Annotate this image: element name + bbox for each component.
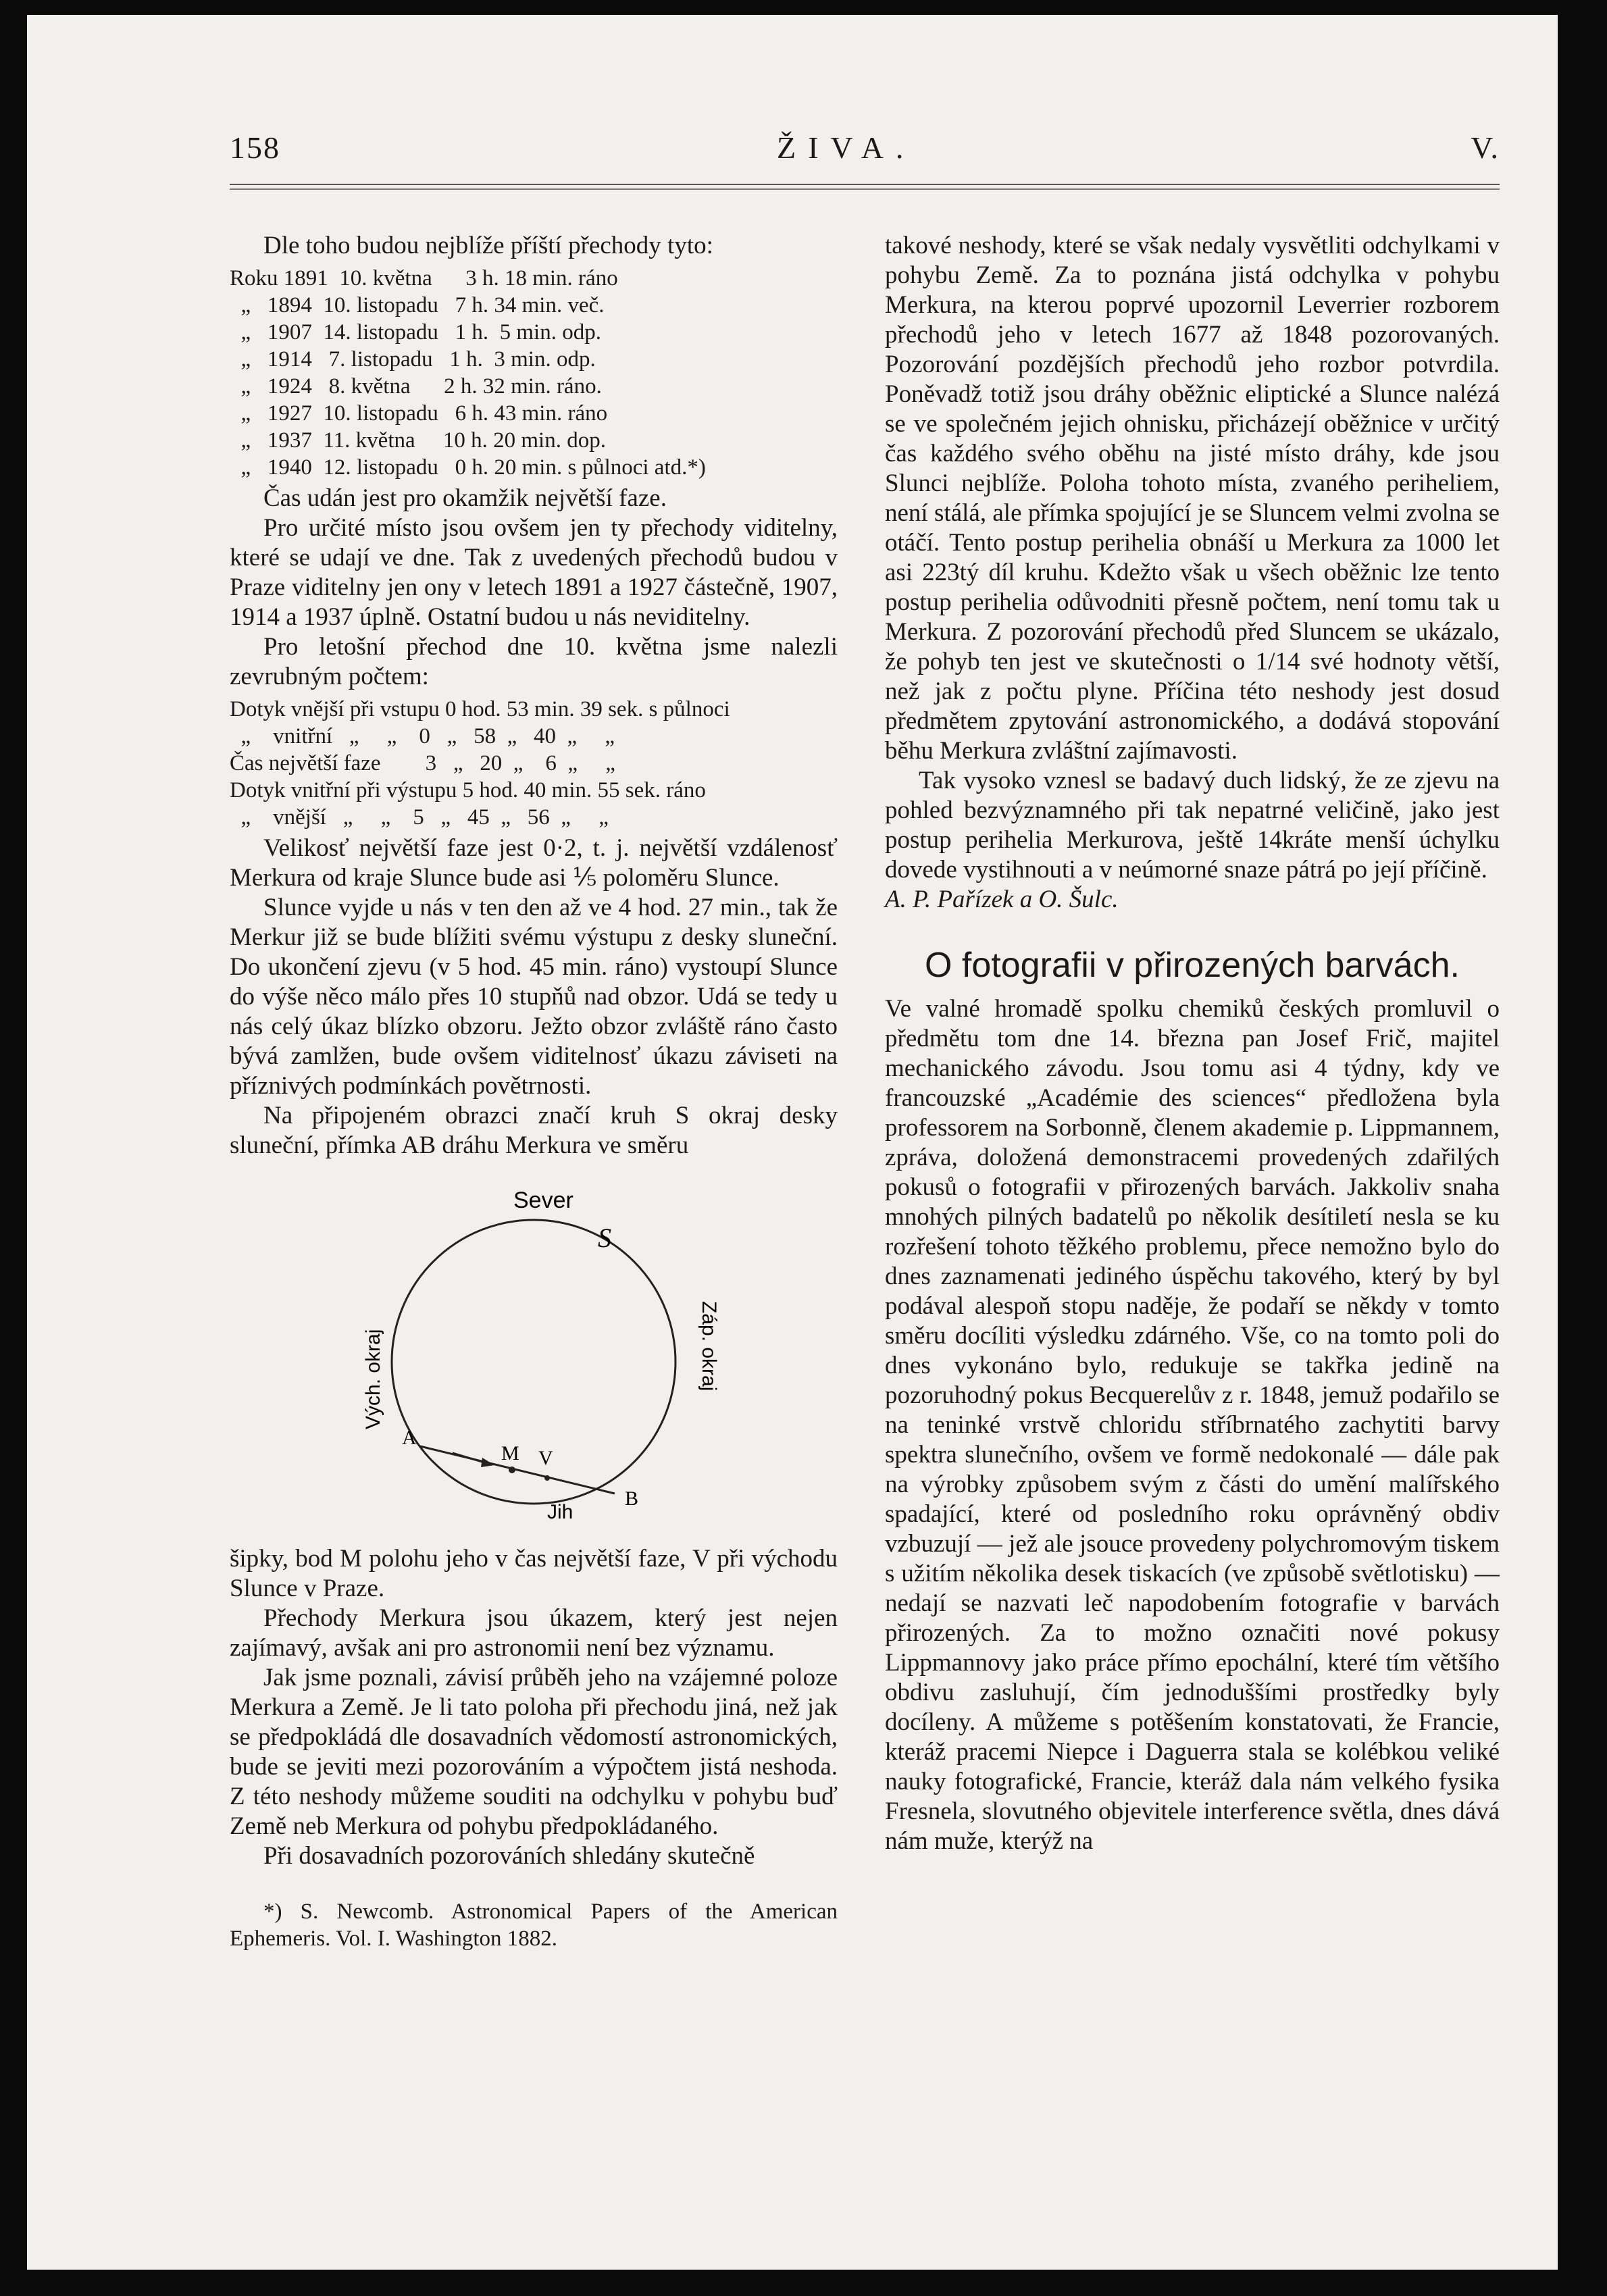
arrow-head-icon bbox=[481, 1458, 494, 1467]
contacts-table bbox=[230, 696, 838, 831]
transit-row: „ 1940 12. listopadu 0 h. 20 min. s půlnoci atd.*) bbox=[230, 455, 706, 480]
point-m bbox=[509, 1466, 515, 1473]
contact-row: Dotyk vnitřní při výstupu 5 hod. 40 min. 55 sek. ráno bbox=[230, 778, 706, 802]
page-header bbox=[230, 130, 1500, 177]
direction-arrow bbox=[453, 1453, 486, 1463]
diagram-svg bbox=[230, 1173, 838, 1537]
label-south: Jih bbox=[547, 1501, 573, 1523]
paragraph: Pro určité místo jsou ovšem jen ty přechody viditelny, které se udají ve dne. Tak z uvedených přechodů budou v Praze viditelny jen ony v letech 1891 a 1927 částečně, 1907, 1914 a 1937 úplně. Ostatní budou u nás neviditelny. bbox=[230, 514, 838, 631]
paragraph: Přechody Merkura jsou úkazem, který jest nejen zajímavý, avšak ani pro astronomii není bez významu. bbox=[230, 1604, 838, 1662]
label-s: S bbox=[598, 1223, 611, 1253]
volume-number: V. bbox=[1471, 130, 1500, 165]
transit-row: „ 1924 8. května 2 h. 32 min. ráno. bbox=[230, 374, 602, 399]
transit-row: „ 1907 14. listopadu 1 h. 5 min. odp. bbox=[230, 320, 601, 345]
label-east: Vých. okraj bbox=[362, 1329, 384, 1429]
contact-row: „ vnitřní „ „ 0 „ 58 „ 40 „ „ bbox=[230, 724, 615, 748]
paragraph: Tak vysoko vznesl se badavý duch lidský, že ze zjevu na pohled bezvýznamného při tak nepatrné veličině, jako jest postup perihelia Merkurova, ještě 14kráte menší úchylku dovede vystihnouti a v neúmorné snaze pátrá po její příčině. bbox=[885, 767, 1500, 884]
paragraph: Při dosavadních pozorováních shledány skutečně bbox=[263, 1842, 755, 1870]
footnote bbox=[230, 1898, 838, 1952]
mercury-transit-diagram bbox=[230, 1173, 838, 1537]
transit-row: „ 1927 10. listopadu 6 h. 43 min. ráno bbox=[230, 401, 608, 426]
transits-table bbox=[230, 265, 838, 481]
contact-row: Čas největší faze 3 „ 20 „ 6 „ „ bbox=[230, 751, 615, 775]
paragraph: šipky, bod M polohu jeho v čas největší faze, V při východu Slunce v Praze. bbox=[230, 1545, 838, 1602]
contact-row: „ vnější „ „ 5 „ 45 „ 56 „ „ bbox=[230, 805, 609, 830]
label-b: B bbox=[625, 1487, 639, 1510]
footnote-text: *) S. Newcomb. Astronomical Papers of the American Ephemeris. Vol. I. Washington 1882. bbox=[230, 1899, 838, 1951]
label-m: M bbox=[501, 1442, 519, 1464]
left-column bbox=[230, 231, 838, 1952]
page-number: 158 bbox=[230, 130, 280, 165]
transit-row: „ 1937 11. května 10 h. 20 min. dop. bbox=[230, 428, 606, 453]
point-v bbox=[544, 1475, 550, 1481]
paragraph: takové neshody, které se však nedaly vysvětliti odchylkami v pohybu Země. Za to poznána jistá odchylka v pohybu Merkura, na kterou poprvé upozornil Leverrier rozborem přechodů jeho v letech 1677 až 1848 pozorovaných. Pozorování pozdějších přechodů jeho rozbor potvrdila. Poněvadž totiž jsou dráhy oběžnic eliptické a Slunce nalézá se ve společném jejich ohnisku, přicházejí oběžnice v určitý čas každého svého oběhu na jisté místo dráhy, kde jsou Slunci nejblíže. Poloha tohoto místa, zvaného periheliem, není stálá, ale přímka spojující je se Sluncem velmi zvolna se otáčí. Tento postup perihelia obnáší u Merkura za 1000 let asi 223tý díl kruhu. Kdežto však u všech oběžnic lze tento postup perihelia odůvodniti přesně počtem, není tomu tak u Merkura. Z pozorování přechodů před Sluncem se ukázalo, že pohyb ten jest ve skutečnosti o 1/14 své hodnoty větší, než jak z počtu plyne. Příčina této neshody jest dosud předmětem zpytování astronomického, a dodává stopování běhu Merkura zvláštní zajímavosti. bbox=[885, 232, 1500, 765]
label-west: Záp. okraj bbox=[698, 1301, 720, 1392]
paragraph: Pro letošní přechod dne 10. května jsme nalezli zevrubným počtem: bbox=[230, 633, 838, 690]
transit-row: „ 1894 10. listopadu 7 h. 34 min. več. bbox=[230, 293, 605, 317]
transit-row: Roku 1891 10. května 3 h. 18 min. ráno bbox=[230, 266, 618, 290]
signature: A. P. Pařízek a O. Šulc. bbox=[885, 886, 1119, 913]
transit-row: „ 1914 7. listopadu 1 h. 3 min. odp. bbox=[230, 347, 596, 372]
label-a: A bbox=[402, 1427, 417, 1449]
page bbox=[27, 15, 1558, 2270]
label-v: V bbox=[538, 1447, 553, 1469]
journal-title: ŽIVA. bbox=[777, 130, 916, 165]
right-column bbox=[885, 231, 1500, 1856]
paragraph: Čas udán jest pro okamžik největší faze. bbox=[263, 484, 667, 512]
article-heading: O fotografii v přirozených barvách. bbox=[925, 946, 1460, 985]
paragraph: Velikosť největší faze jest 0·2, t. j. největší vzdálenosť Merkura od kraje Slunce bude asi ⅕ poloměru Slunce. bbox=[230, 834, 838, 892]
contact-row: Dotyk vnější při vstupu 0 hod. 53 min. 39 sek. s půlnoci bbox=[230, 697, 730, 721]
paragraph: Jak jsme poznali, závisí průběh jeho na vzájemné poloze Merkura a Země. Je li tato poloha při přechodu jiná, než jak se předpokládá dle dosavadních vědomostí astronomických, bude se jeviti mezi pozorováním a výpočtem jistá neshoda. Z této neshody můžeme souditi na odchylku v pohybu buď Země neb Merkura od pohybu předpokládaného. bbox=[230, 1664, 838, 1840]
header-rule bbox=[230, 184, 1500, 190]
sun-disc-circle bbox=[392, 1220, 675, 1504]
label-north: Sever bbox=[513, 1188, 573, 1213]
paragraph: Na připojeném obrazci značí kruh S okraj desky sluneční, přímka AB dráhu Merkura ve směru bbox=[230, 1102, 838, 1159]
transits-intro: Dle toho budou nejblíže příští přechody tyto: bbox=[263, 232, 713, 259]
paragraph: Ve valné hromadě spolku chemiků českých promluvil o předmětu tom dne 14. března pan Josef Frič, majitel mechanického závodu. Jsou tomu asi 4 týdny, kdy ve francouzské „Académie des sciences“ předložena byla professorem na Sorbonně, členem akademie p. Lippmannem, zpráva, doložená demonstracemi provedených zdařilých pokusů o fotografii v přirozených barvách. Jakkoliv snaha mnohých pilných badatelů po několik desítiletí nesla se ku rozřešení tohoto těžkého problemu, přece nemožno bylo do dnes zaznamenati jediného úspěchu takového, který by byl podával alespoň stopu naděje, že podaří se někdy v tomto směru docíliti výsledku zdárného. Vše, co na tomto poli do dnes vykonáno bylo, redukuje se takřka jedině na pozoruhodný pokus Becquerelův z r. 1848, jemuž podařilo se na teninké vrstvě chloridu stříbrnatého zachytiti barvy spektra slunečního, ovšem ve formě nedokonalé — dále pak na výrobky způsobem svým z části do umění malířského spadající, které od posledního roku oprávněný obdiv vzbuzují — jež ale jsouce provedeny polychromovým tiskem s užitím několika desek tiskacích (ve způsobě světlotisku) — nedají se nazvati leč napodobením fotografie v barvách přirozených. Za to možno označiti nové pokusy Lippmannovy jako práce přímo epochální, které tím většího obdivu zasluhují, čím jednoduššími prostředky byly docíleny. A můžeme s potěšením konstatovati, že Francie, kteráž pracemi Niepce i Daguerra stala se kolébkou veliké nauky fotografické, Francie, kteráž dala nám velkého fysika Fresnela, slovutného objevitele interference světla, dnes dává nám muže, kterýž na bbox=[885, 995, 1500, 1855]
paragraph: Slunce vyjde u nás v ten den až ve 4 hod. 27 min., tak že Merkur již se bude blížiti svému výstupu z desky sluneční. Do ukončení zjevu (v 5 hod. 45 min. ráno) vystoupí Slunce do výše něco málo přes 10 stupňů nad obzor. Udá se tedy u nás celý úkaz blízko obzoru. Ježto obzor zvláště ráno často bývá zamlžen, bude ovšem viditelnosť úkazu záviseti na příznivých podmínkách povětrnosti. bbox=[230, 894, 838, 1100]
